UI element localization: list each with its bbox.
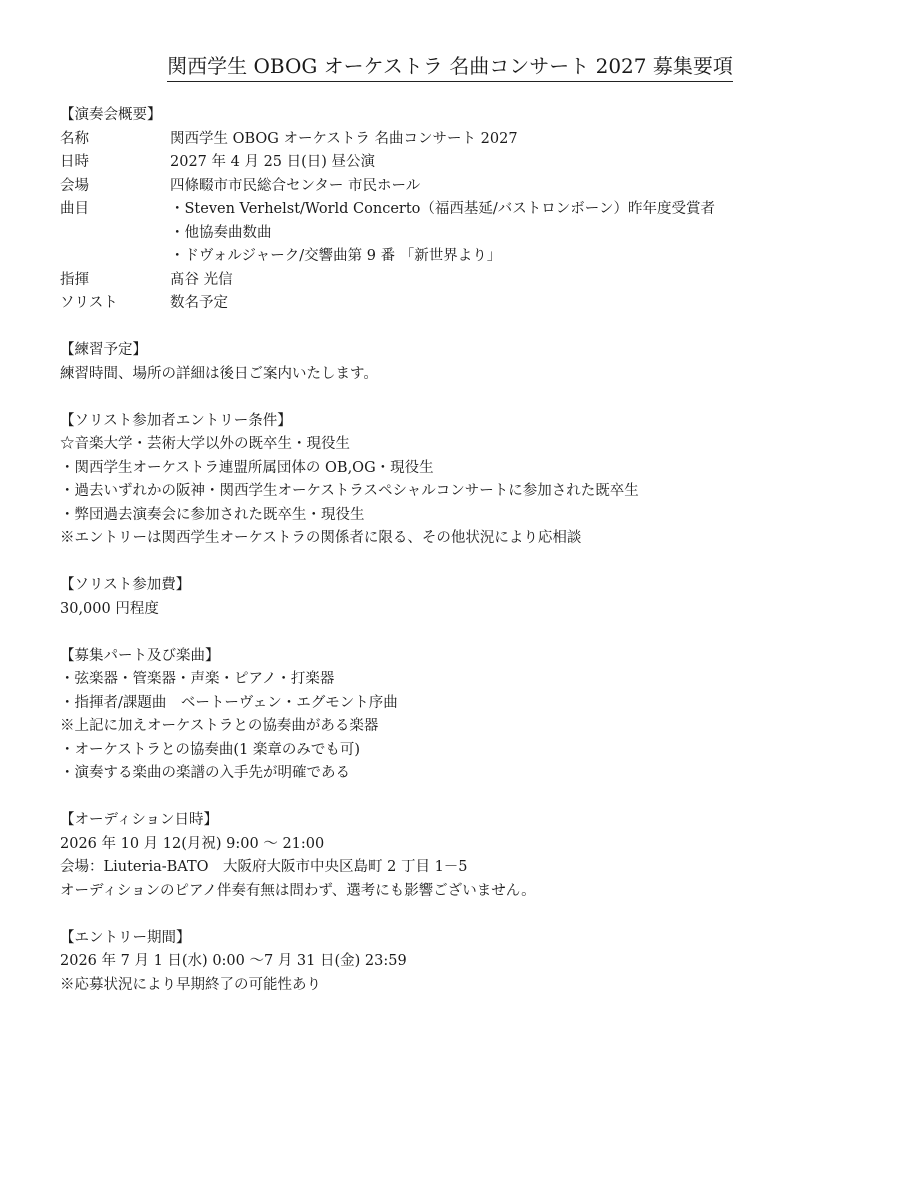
row-value: 関西学生 OBOG オーケストラ 名曲コンサート 2027 [170, 130, 518, 147]
row-value: 数名予定 [170, 295, 228, 311]
practice-section [60, 339, 860, 386]
condition-item: ・関西学生オーケストラ連盟所属団体の OB,OG・現役生 [60, 459, 434, 476]
parts-item: ・指揮者/課題曲 ベートーヴェン・エグモント序曲 [60, 694, 398, 711]
row-label: 名称 [60, 130, 89, 147]
audition-datetime: 2026 年 10 月 12(月祝) 9:00 ～ 21:00 [60, 835, 325, 852]
entry-period-dates: 2026 年 7 月 1 日(水) 0:00 ～7 月 31 日(金) 23:59 [60, 953, 407, 969]
overview-row-name [60, 128, 860, 152]
row-label: 曲目 [60, 201, 89, 217]
condition-note: ※エントリーは関西学生オーケストラの関係者に限る、その他状況により応相談 [60, 530, 582, 546]
audition-note: オーディションのピアノ伴奏有無は問わず、選考にも影響ございません。 [60, 882, 536, 899]
entry-period-heading: 【エントリー期間】 [60, 929, 191, 946]
row-value: 2027 年 4 月 25 日(日) 昼公演 [170, 154, 376, 170]
document-body [60, 104, 860, 997]
audition-heading: 【オーディション日時】 [60, 812, 219, 828]
row-label: ソリスト [60, 295, 118, 311]
row-label: 日時 [60, 154, 89, 170]
fee-section [60, 574, 860, 621]
entry-period-note: ※応募状況により早期終了の可能性あり [60, 976, 321, 993]
overview-section [60, 104, 860, 316]
condition-item: ・弊団過去演奏会に参加された既卒生・現役生 [60, 506, 365, 523]
parts-section [60, 645, 860, 786]
overview-row-date [60, 151, 860, 175]
overview-row-program [60, 198, 860, 269]
parts-item: ・演奏する楽曲の楽譜の入手先が明確である [60, 765, 350, 781]
entry-period-section [60, 927, 860, 998]
overview-row-venue [60, 175, 860, 199]
entry-conditions-section [60, 410, 860, 551]
program-item: ・Steven Verhelst/World Concerto（福西基延/バストロンボーン）昨年度受賞者 [170, 201, 715, 217]
row-value: 髙谷 光信 [170, 271, 233, 288]
row-label: 指揮 [60, 271, 89, 288]
parts-item: ・弦楽器・管楽器・声楽・ピアノ・打楽器 [60, 671, 335, 687]
overview-row-conductor [60, 269, 860, 293]
row-label: 会場 [60, 177, 89, 194]
row-value: 四條畷市市民総合センター 市民ホール [170, 177, 421, 194]
overview-heading: 【演奏会概要】 [60, 107, 162, 123]
fee-heading: 【ソリスト参加費】 [60, 577, 191, 593]
condition-item: ☆音楽大学・芸術大学以外の既卒生・現役生 [60, 436, 350, 452]
parts-item: ・オーケストラとの協奏曲(1 楽章のみでも可) [60, 741, 361, 758]
practice-text: 練習時間、場所の詳細は後日ご案内いたします。 [60, 365, 378, 382]
parts-heading: 【募集パート及び楽曲】 [60, 647, 220, 664]
program-item: ・ドヴォルジャーク/交響曲第 9 番 「新世界より」 [170, 248, 502, 264]
entry-conditions-heading: 【ソリスト参加者エントリー条件】 [60, 412, 292, 429]
fee-amount: 30,000 円程度 [60, 600, 159, 617]
overview-row-soloist [60, 292, 860, 316]
document-title-wrapper [0, 50, 900, 79]
audition-venue: 会場：Liuteria-BATO 大阪府大阪市中央区島町 2 丁目 1－5 [60, 859, 468, 875]
program-item: ・他協奏曲数曲 [170, 224, 272, 241]
condition-item: ・過去いずれかの阪神・関西学生オーケストラスペシャルコンサートに参加された既卒生 [60, 483, 639, 499]
document-title: 関西学生 OBOG オーケストラ 名曲コンサート 2027 募集要項 [167, 54, 733, 82]
parts-item: ※上記に加えオーケストラとの協奏曲がある楽器 [60, 718, 379, 734]
audition-section [60, 809, 860, 903]
practice-heading: 【練習予定】 [60, 342, 147, 358]
